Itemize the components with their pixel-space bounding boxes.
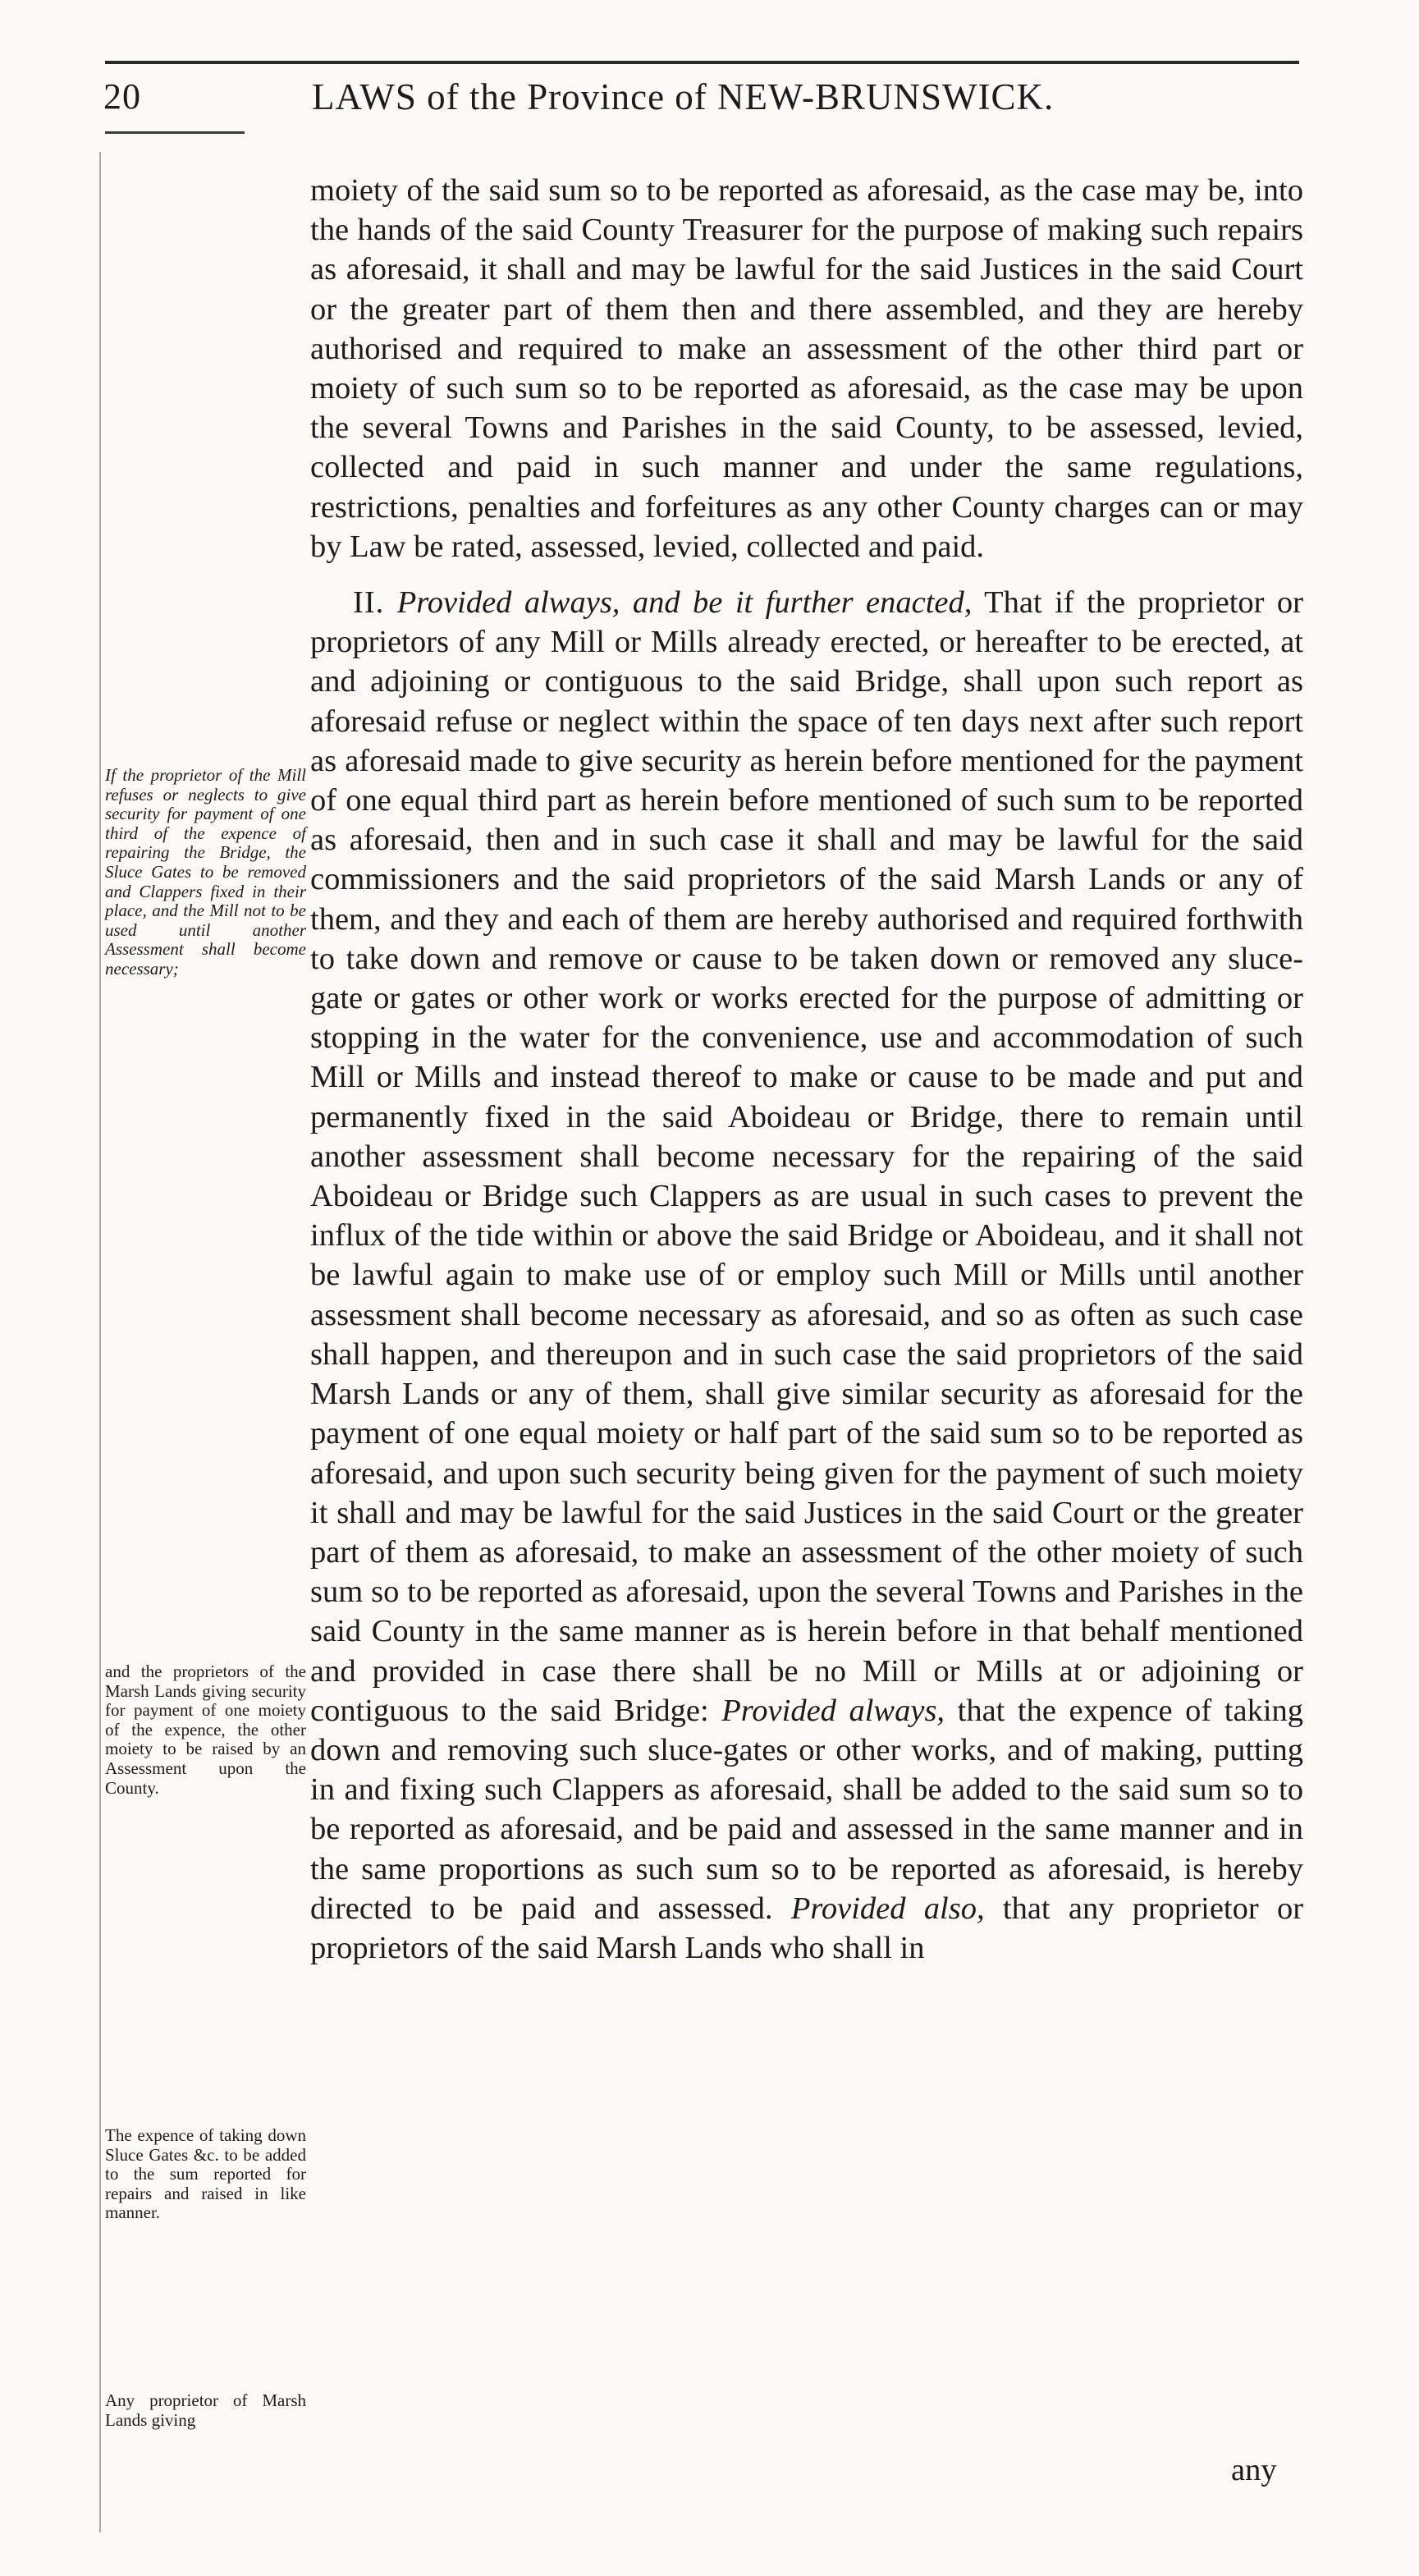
marginal-note-1: If the proprietor of the Mill refuses or neglects to give security for payment of one third of the expence of repairing the Bridge, the Sluce Gates to be removed and Clappers fixed in their place, and the Mill not to be used until another Assessment shall become necessary; (105, 765, 306, 979)
marginal-note-3: The expence of taking down Sluce Gates &c. to be added to the sum reported for repairs and raised in like manner. (105, 2125, 306, 2223)
catchword: any (1231, 2453, 1277, 2487)
body-text (310, 171, 1303, 1968)
proviso-2: Provided also, (790, 1891, 985, 1926)
page-number: 20 (103, 76, 141, 117)
section-number: II. (353, 585, 385, 621)
section-text-c: that any proprietor or proprietors of the said Marsh Lands who shall in (310, 1891, 1304, 1965)
section-text-a: That if the proprietor or proprietors of any Mill or Mills already erected, or hereafter to be erected, at and adjoining or contiguous to the said Bridge, shall upon such report as aforesaid refuse or neglect within the space of ten days next after such report as aforesaid made to give security as herein before mentioned for the payment of one equal third part as herein before mentioned of such sum to be reported as aforesaid, then and in such case it shall and may be lawful for the said commissioners and the said proprietors of the said Marsh Lands or any of them, and they and each of them are hereby authorised and required forthwith to take down and remove or cause to be taken down or removed any sluce-gate or gates or other work or works erected for the purpose of admitting or stopping in the water for the convenience, use and accommodation of such Mill or Mills and instead thereof to make or cause to be made and put and permanently fixed in the said Aboideau or Bridge, there to remain until another assessment shall become necessary for the repairing of the said Aboideau or Bridge such Clappers as are usual in such cases to prevent the influx of the tide within or above the said Bridge or Aboideau, and it shall not be lawful again to make use of or employ such Mill or Mills until another assessment shall become necessary as aforesaid, and so as often as such case shall happen, and thereupon and in such case the said proprietors of the said Marsh Lands or any of them, shall give similar security as aforesaid for the payment of one equal moiety or half part of the said sum so to be reported as aforesaid, and upon such security being given for the payment of such moiety it shall and may be lawful for the said Justices in the said Court or the greater part of them as aforesaid, to make an assessment of the other moiety of such sum so to be reported as aforesaid, upon the several Towns and Parishes in the said County in the same manner as is herein before in that behalf mentioned and provided in case there shall be no Mill or Mills at or adjoining or contiguous to the said Bridge: (310, 585, 1303, 1728)
paragraph-1: moiety of the said sum so to be reported as aforesaid, as the case may be, into the hands of the said County Treasurer for the purpose of making such repairs as aforesaid, it shall and may be lawful for the said Justices in the said Court or the greater part of them then and there assembled, and they are hereby authorised and required to make an assessment of the other third part or moiety of such sum so to be reported as aforesaid, as the case may be upon the several Towns and Parishes in the said County, to be assessed, levied, collected and paid in such manner and under the same regulations, restrictions, penalties and forfeitures as any other County charges can or may by Law be rated, assessed, levied, collected and paid. (310, 173, 1303, 564)
marginal-note-2: and the proprietors of the Marsh Lands giving security for payment of one moiety of the expence, the other moiety to be raised by an Assessment upon the County. (105, 1662, 306, 1798)
left-margin-rule (99, 152, 101, 2532)
running-title: LAWS of the Province of NEW-BRUNSWICK. (312, 76, 1055, 117)
proviso-1: Provided always, (721, 1693, 945, 1728)
header-bottom-rule (105, 131, 245, 134)
enacting-clause: Provided always, and be it further enacted, (396, 585, 973, 621)
section-text-b: that the expence of taking down and removing such sluce-gates or other works, and of making, putting in and fixing such Clappers as aforesaid, shall be added to the said sum so to be reported as aforesaid, and be paid and assessed in the same manner and in the same proportions as such sum so to be reported as aforesaid, is hereby directed to be paid and assessed. (310, 1693, 1304, 1926)
paragraph-2 (310, 583, 1303, 1968)
marginal-note-4: Any proprietor of Marsh Lands giving (105, 2390, 306, 2430)
header-top-rule (105, 61, 1299, 64)
